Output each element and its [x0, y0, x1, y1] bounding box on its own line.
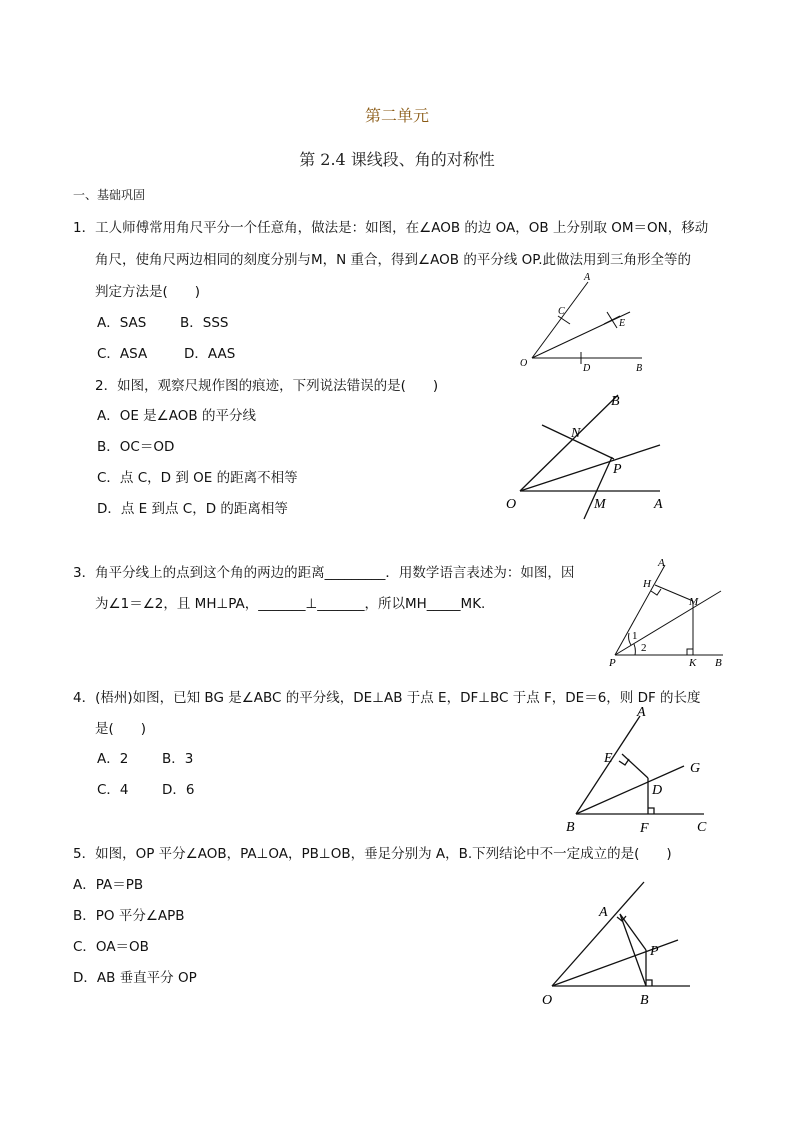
q3-label-h: H	[643, 578, 651, 590]
q5-option-b: B．PO 平分∠APB	[73, 908, 185, 924]
unit-title: 第二单元	[364, 106, 429, 125]
q4-line-1: 4．(梧州)如图，已知 BG 是∠ABC 的平分线，DE⊥AB 于点 E，DF⊥BC 于点 F，DE＝6，则 DF 的长度	[73, 690, 701, 706]
q4-label-e: E	[604, 751, 613, 766]
q3-label-m: M	[689, 596, 699, 608]
q5-option-c: C．OA＝OB	[73, 939, 149, 955]
q4-label-d: D	[652, 783, 663, 798]
q2-label-n: N	[571, 426, 581, 441]
section-heading: 一、基础巩固	[73, 188, 146, 202]
q3-line-2: 为∠1＝∠2，且 MH⊥PA，_______⊥_______，所以MH_____MK.	[95, 596, 486, 612]
q5-label-o: O	[542, 993, 553, 1008]
q2-figure	[500, 385, 680, 520]
q3-label-a: A	[658, 557, 665, 569]
q1-label-a: A	[584, 272, 591, 283]
q5-option-a: A．PA＝PB	[73, 877, 144, 893]
q3-label-p: P	[609, 657, 616, 669]
q5-option-d: D．AB 垂直平分 OP	[73, 970, 197, 986]
q3-label-k: K	[689, 657, 697, 669]
q4-figure	[560, 700, 720, 840]
q1-label-e: E	[619, 318, 626, 329]
q1-option-a: A．SAS	[97, 315, 147, 331]
q2-label-b: B	[611, 394, 620, 409]
q1-label-d: D	[583, 363, 591, 374]
q1-label-c: C	[558, 306, 565, 317]
q2-label-a: A	[654, 497, 663, 512]
q2-label-o: O	[506, 497, 517, 512]
q1-label-b: B	[636, 363, 643, 374]
q1-option-d: D．AAS	[184, 346, 236, 362]
q5-stem: 5．如图，OP 平分∠AOB，PA⊥OA，PB⊥OB，垂足分别为 A，B.下列结论中不一定成立的是( )	[73, 846, 672, 862]
q1-line-3: 判定方法是( )	[95, 284, 201, 300]
q2-label-m: M	[594, 497, 606, 512]
q2-option-a: A．OE 是∠AOB 的平分线	[97, 408, 256, 424]
q1-label-o: O	[520, 358, 528, 369]
q1-option-b: B．SSS	[180, 315, 229, 331]
q4-label-b: B	[566, 820, 575, 835]
q3-line-1: 3．角平分线上的点到这个角的两边的距离_________．用数学语言表述为：如图，因	[73, 565, 575, 581]
q3-figure	[605, 553, 730, 671]
q4-label-a: A	[637, 705, 646, 720]
q1-line-2: 角尺，使角尺两边相同的刻度分别与M，N 重合，得到∠AOB 的平分线 OP.此做法用到三角形全等的	[95, 252, 692, 268]
q4-option-c: C．4	[97, 782, 129, 798]
q1-option-c: C．ASA	[97, 346, 148, 362]
q4-option-d: D．6	[162, 782, 195, 798]
q5-label-b: B	[640, 993, 649, 1008]
q5-label-p: P	[650, 944, 659, 959]
q4-label-f: F	[640, 821, 649, 836]
q2-stem: 2．如图，观察尺规作图的痕迹，下列说法错误的是( )	[95, 378, 439, 394]
q3-label-1: 1	[632, 630, 638, 642]
q4-label-g: G	[690, 761, 701, 776]
q2-option-c: C．点 C，D 到 OE 的距离不相等	[97, 470, 298, 486]
q4-label-c: C	[697, 820, 707, 835]
q2-option-d: D．点 E 到点 C，D 的距离相等	[97, 501, 288, 517]
q4-line-2: 是( )	[95, 721, 147, 737]
q5-figure	[538, 878, 698, 1008]
q4-option-a: A．2	[97, 751, 129, 767]
q4-option-b: B．3	[162, 751, 194, 767]
q3-label-b: B	[715, 657, 722, 669]
q1-figure	[510, 268, 660, 378]
q3-label-2: 2	[641, 642, 647, 654]
q5-label-a: A	[599, 905, 608, 920]
q2-label-p: P	[613, 462, 622, 477]
q1-line-1: 1．工人师傅常用角尺平分一个任意角，做法是：如图，在∠AOB 的边 OA，OB 上分别取 OM＝ON，移动	[73, 220, 709, 236]
q2-option-b: B．OC＝OD	[97, 439, 175, 455]
lesson-title: 第 2.4 课线段、角的对称性	[299, 150, 495, 169]
